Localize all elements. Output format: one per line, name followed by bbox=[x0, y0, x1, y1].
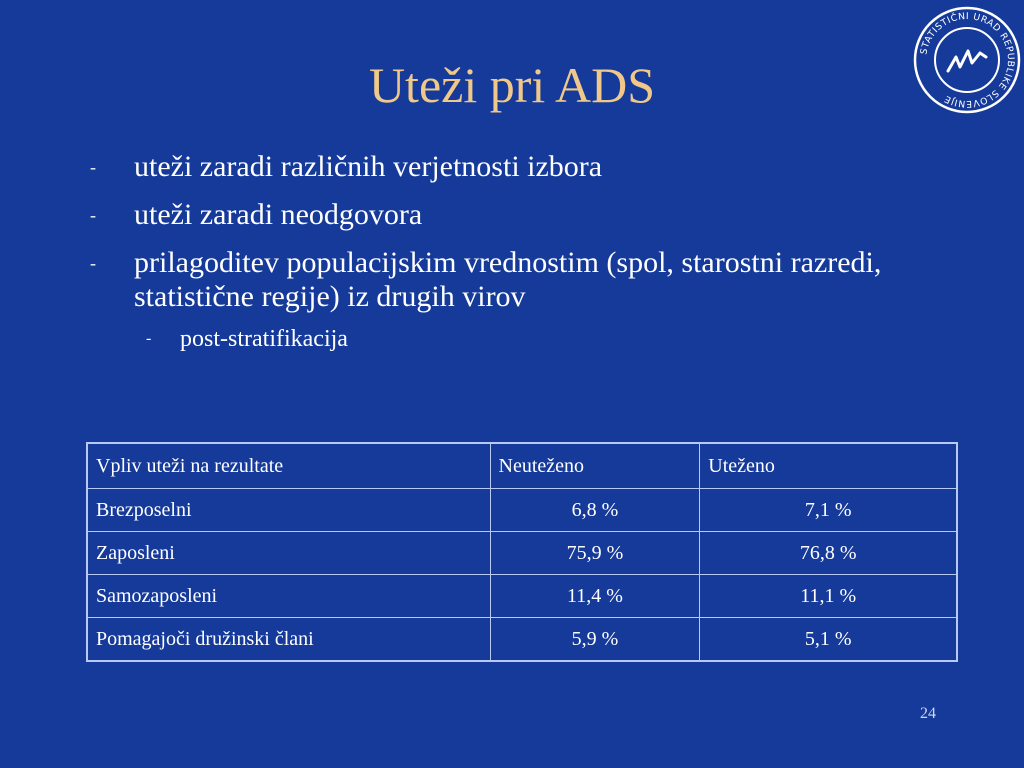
table-cell-unweighted: 11,4 % bbox=[490, 575, 700, 618]
bullet-list bbox=[90, 150, 910, 354]
page-number: 24 bbox=[920, 705, 936, 722]
table-header-row bbox=[87, 443, 957, 489]
bullet-marker: - bbox=[90, 253, 96, 273]
sub-bullet-text: post-stratifikacija bbox=[180, 326, 348, 352]
table-cell-weighted: 11,1 % bbox=[700, 575, 957, 618]
table-cell-unweighted: 75,9 % bbox=[490, 532, 700, 575]
table-cell-weighted: 7,1 % bbox=[700, 489, 957, 532]
table-row bbox=[87, 489, 957, 532]
table-cell-unweighted: 5,9 % bbox=[490, 618, 700, 662]
sub-bullet-item bbox=[90, 324, 910, 354]
table-cell-category: Pomagajoči družinski člani bbox=[87, 618, 490, 662]
bullet-text: uteži zaradi neodgovora bbox=[134, 198, 423, 231]
table-cell-category: Zaposleni bbox=[87, 532, 490, 575]
bullet-item bbox=[90, 246, 910, 314]
table-row bbox=[87, 532, 957, 575]
bullet-marker: - bbox=[90, 157, 96, 177]
slide-title: Uteži pri ADS bbox=[368, 57, 656, 113]
table-row bbox=[87, 575, 957, 618]
sors-logo bbox=[912, 5, 1022, 115]
svg-text:STATISTIČNI URAD REPUBLIKE SLO bbox=[918, 11, 1016, 109]
table-header-cell: Uteženo bbox=[700, 443, 957, 489]
logo-seal-text: STATISTIČNI URAD REPUBLIKE SLOVENIJE bbox=[918, 10, 1017, 110]
table-cell-weighted: 76,8 % bbox=[700, 532, 957, 575]
bullet-text: prilagoditev populacijskim vrednostim (spol, starostni razredi, statistične regije) iz drugih virov bbox=[134, 246, 882, 313]
table-header-cell: Neuteženo bbox=[490, 443, 700, 489]
table-cell-weighted: 5,1 % bbox=[700, 618, 957, 662]
table-header-cell: Vpliv uteži na rezultate bbox=[87, 443, 490, 489]
results-table bbox=[86, 442, 958, 662]
wave-signal-icon bbox=[948, 51, 986, 71]
bullet-text: uteži zaradi različnih verjetnosti izbora bbox=[134, 150, 603, 183]
logo-seal-icon bbox=[912, 5, 1022, 115]
table-cell-category: Brezposelni bbox=[87, 489, 490, 532]
bullet-item bbox=[90, 198, 910, 232]
table-cell-category: Samozaposleni bbox=[87, 575, 490, 618]
table-cell-unweighted: 6,8 % bbox=[490, 489, 700, 532]
bullet-item bbox=[90, 150, 910, 184]
table-row bbox=[87, 618, 957, 662]
bullet-marker: - bbox=[90, 205, 96, 225]
sub-bullet-marker: - bbox=[146, 330, 152, 347]
